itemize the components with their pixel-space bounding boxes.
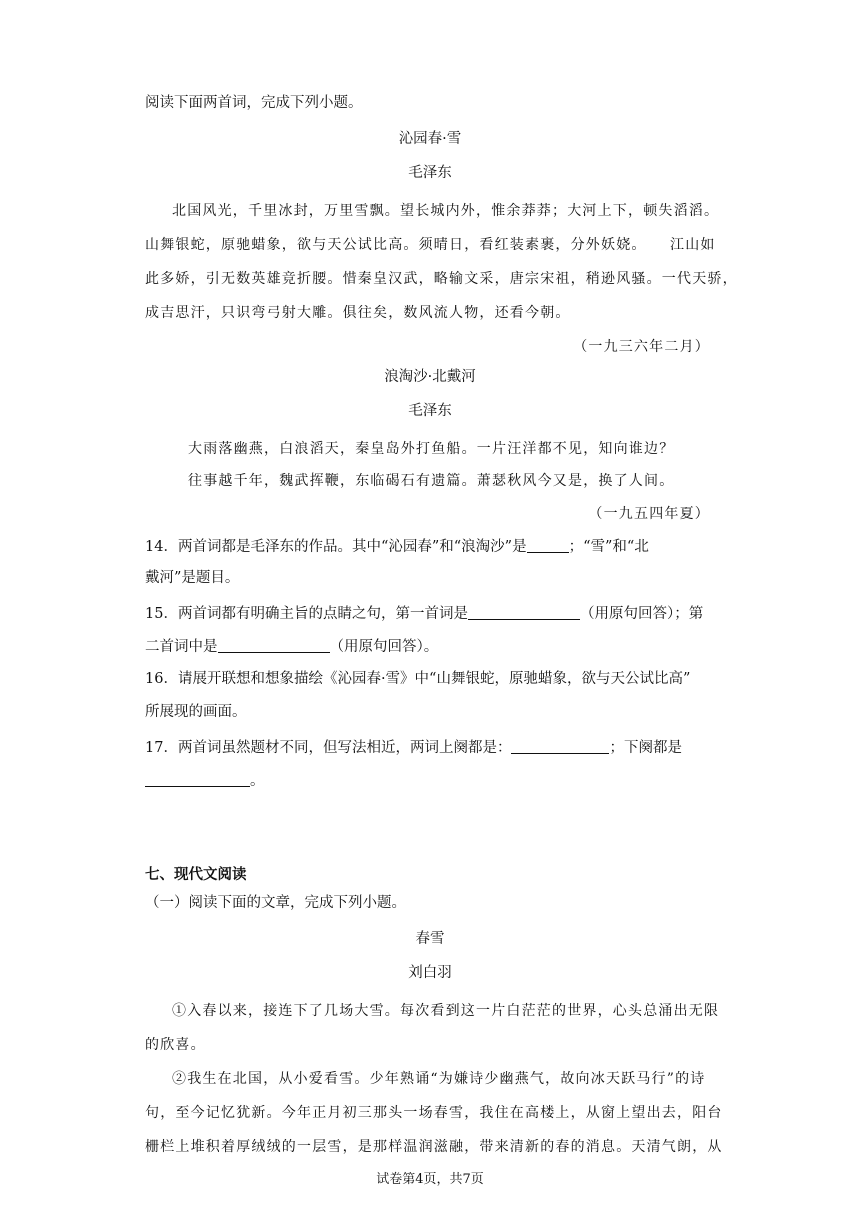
question-text: ；“雪”和“北 bbox=[568, 539, 649, 555]
question-text: 14．两首词都是毛泽东的作品。其中“沁园春”和“浪淘沙”是 bbox=[145, 539, 527, 555]
question-16-cont: 所展现的画面。 bbox=[145, 704, 247, 720]
question-text: 15．两首词都有明确主旨的点睛之句，第一首词是 bbox=[145, 606, 468, 622]
article-title: 春雪 bbox=[415, 931, 445, 947]
reading-instruction: 阅读下面两首词，完成下列小题。 bbox=[145, 95, 363, 111]
question-15 bbox=[145, 605, 703, 622]
question-text: 。 bbox=[250, 773, 265, 789]
section-subheading: （一）阅读下面的文章，完成下列小题。 bbox=[145, 895, 406, 911]
poem1-title: 沁园春·雪 bbox=[398, 131, 462, 147]
poem1-line: 成吉思汗，只识弯弓射大雕。俱往矣，数风流人物，还看今朝。 bbox=[145, 305, 571, 321]
question-16: 16．请展开联想和想象描绘《沁园春·雪》中“山舞银蛇，原驰蜡象，欲与天公试比高” bbox=[145, 671, 691, 687]
answer-blank[interactable] bbox=[511, 739, 609, 754]
article-line: 句，至今记忆犹新。今年正月初三那头一场春雪，我住在高楼上，从窗上望出去，阳台 bbox=[145, 1105, 723, 1121]
poem2-title: 浪淘沙·北戴河 bbox=[384, 369, 476, 385]
article-line: 栅栏上堆积着厚绒绒的一层雪，是那样温润滋融，带来清新的春的消息。天清气朗，从 bbox=[145, 1139, 723, 1155]
question-text: 17．两首词虽然题材不同，但写法相近，两词上阕都是： bbox=[145, 740, 512, 756]
section-heading: 七、现代文阅读 bbox=[145, 866, 247, 883]
question-text: （用原句回答）；第 bbox=[579, 606, 704, 622]
poem1-line: 山舞银蛇，原驰蜡象，欲与天公试比高。须晴日，看红装素裹，分外妖娆。 江山如 bbox=[145, 237, 716, 253]
article-line: 的欣喜。 bbox=[145, 1037, 206, 1053]
answer-blank[interactable] bbox=[145, 772, 250, 787]
question-text: ；下阕都是 bbox=[609, 740, 682, 756]
answer-blank[interactable] bbox=[468, 605, 580, 620]
poem1-author: 毛泽东 bbox=[408, 165, 452, 181]
page-footer: 试卷第4页，共7页 bbox=[376, 1172, 484, 1187]
article-author: 刘白羽 bbox=[408, 965, 452, 981]
poem2-date: （一九五四年夏） bbox=[588, 506, 710, 522]
poem1-date: （一九三六年二月） bbox=[573, 339, 710, 355]
article-line: ①入春以来，接连下了几场大雪。每次看到这一片白茫茫的世界，心头总涌出无限 bbox=[172, 1003, 720, 1019]
question-17 bbox=[145, 739, 682, 756]
poem2-line: 大雨落幽燕，白浪滔天，秦皇岛外打鱼船。一片汪洋都不见，知向谁边？ bbox=[188, 441, 675, 457]
poem2-author: 毛泽东 bbox=[408, 403, 452, 419]
answer-blank[interactable] bbox=[218, 638, 330, 653]
question-14-cont: 戴河”是题目。 bbox=[145, 570, 240, 586]
question-text: （用原句回答）。 bbox=[329, 639, 439, 655]
answer-blank[interactable] bbox=[527, 538, 569, 553]
question-15-cont bbox=[145, 638, 438, 655]
question-text: 二首词中是 bbox=[145, 639, 218, 655]
question-14 bbox=[145, 538, 649, 555]
poem1-line: 北国风光，千里冰封，万里雪飘。望长城内外，惟余莽莽；大河上下，顿失滔滔。 bbox=[172, 203, 720, 219]
article-line: ②我生在北国，从小爱看雪。少年熟诵“为嫌诗少幽燕气，故向冰天跃马行”的诗 bbox=[172, 1071, 706, 1087]
question-17-cont bbox=[145, 772, 265, 789]
poem1-line: 此多娇，引无数英雄竞折腰。惜秦皇汉武，略输文采，唐宗宋祖，稍逊风骚。一代天骄， bbox=[145, 271, 738, 287]
poem2-line: 往事越千年，魏武挥鞭，东临碣石有遗篇。萧瑟秋风今又是，换了人间。 bbox=[188, 473, 675, 489]
